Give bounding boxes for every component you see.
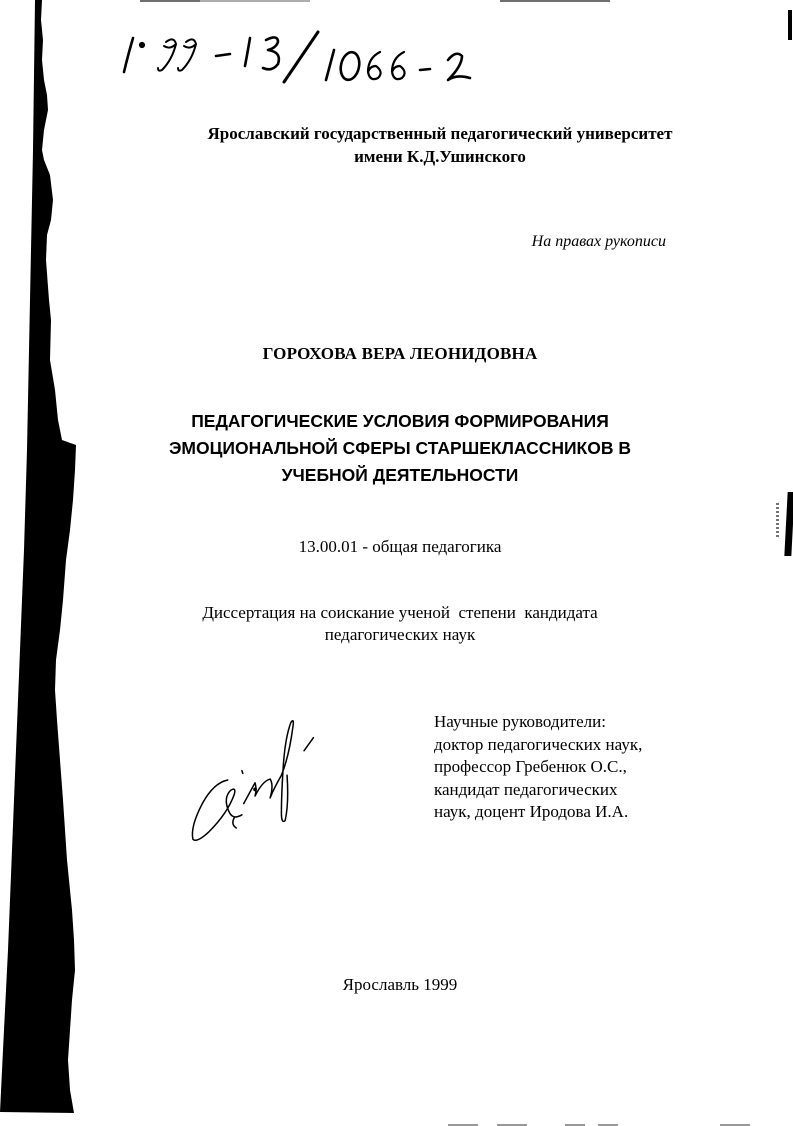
degree-line-2: педагогических наук	[324, 625, 476, 644]
advisor-line: наук, доцент Иродова И.А.	[434, 802, 629, 821]
scan-binding-shadow	[0, 0, 80, 1126]
title-line-2: ЭМОЦИОНАЛЬНОЙ СФЕРЫ СТАРШЕКЛАССНИКОВ В	[168, 438, 631, 458]
university-header	[160, 122, 720, 168]
scan-speckle	[776, 503, 779, 537]
dissertation-title	[120, 408, 680, 489]
scan-right-edge-mark	[784, 492, 793, 556]
scan-top-edge	[500, 0, 610, 2]
scientific-advisors	[434, 711, 694, 824]
degree-line-1: Диссертация на соискание ученой степени кандидата	[202, 603, 598, 622]
title-line-1: ПЕДАГОГИЧЕСКИЕ УСЛОВИЯ ФОРМИРОВАНИЯ	[191, 411, 609, 431]
university-name: Ярославский государственный педагогический университет	[207, 124, 673, 143]
university-named-after: имени К.Д.Ушинского	[354, 147, 526, 166]
advisor-line: профессор Гребенюк О.С.,	[434, 757, 627, 776]
author-name: ГОРОХОВА ВЕРА ЛЕОНИДОВНА	[262, 344, 538, 363]
city-year: Ярославль 1999	[342, 975, 458, 994]
degree-statement	[150, 602, 650, 646]
scan-top-edge	[200, 0, 310, 2]
advisor-line: кандидат педагогических	[434, 779, 618, 799]
advisors-heading: Научные руководители:	[434, 712, 606, 731]
handwritten-signature-icon	[176, 700, 336, 860]
specialty-code: 13.00.01 - общая педагогика	[298, 537, 502, 556]
scan-top-edge	[140, 0, 200, 2]
title-line-3: УЧЕБНОЙ ДЕЯТЕЛЬНОСТИ	[281, 465, 519, 485]
rights-note: На правах рукописи	[531, 233, 666, 250]
handwritten-archive-code	[118, 10, 518, 85]
scan-right-edge-mark	[788, 10, 792, 40]
advisor-line: доктор педагогических наук,	[434, 734, 643, 754]
